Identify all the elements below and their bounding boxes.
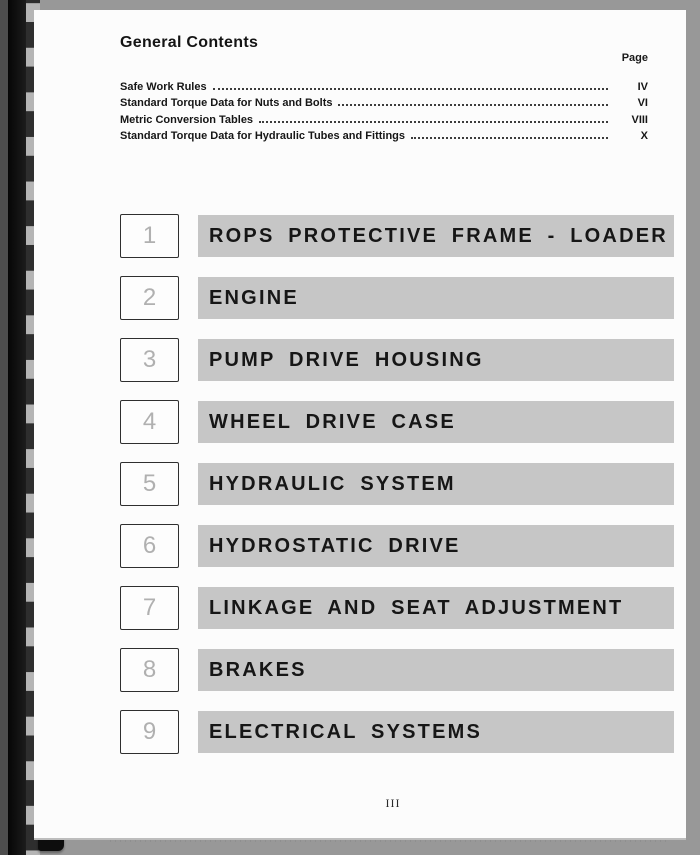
section-number-box: [120, 524, 179, 568]
page-column-label: Page: [621, 52, 648, 64]
section-row: [120, 585, 674, 631]
binding-spine: [8, 0, 26, 855]
front-matter-entry: [120, 76, 648, 93]
section-title: LINKAGE AND SEAT ADJUSTMENT: [209, 596, 624, 619]
section-title-bar: [198, 711, 674, 753]
section-number-box: [120, 462, 179, 506]
dot-leader: [338, 104, 608, 106]
section-number: 1: [142, 222, 157, 249]
section-row: [120, 275, 674, 321]
section-number: 6: [142, 532, 157, 559]
entry-label: Standard Torque Data for Nuts and Bolts: [120, 97, 333, 109]
section-title: ENGINE: [209, 286, 299, 309]
section-title-bar: [198, 401, 674, 443]
section-number-box: [120, 586, 179, 630]
section-row: [120, 461, 674, 507]
section-title-bar: [198, 215, 674, 257]
section-title-bar: [198, 649, 674, 691]
front-matter-entry: [120, 93, 648, 110]
section-list: [120, 213, 674, 771]
section-number-box: [120, 276, 179, 320]
section-number-box: [120, 648, 179, 692]
section-row: [120, 647, 674, 693]
entry-page-number: VIII: [631, 113, 648, 126]
section-title: ELECTRICAL SYSTEMS: [209, 720, 483, 743]
section-number: 9: [142, 718, 157, 745]
section-title: ROPS PROTECTIVE FRAME - LOADER: [209, 224, 668, 247]
entry-label: Metric Conversion Tables: [120, 113, 254, 126]
section-row: [120, 213, 674, 259]
entry-label: Safe Work Rules: [120, 80, 207, 93]
section-number-box: [120, 710, 179, 754]
section-number-box: [120, 338, 179, 382]
section-number: 5: [142, 470, 157, 497]
entry-page-number: IV: [637, 80, 648, 93]
section-number-box: [120, 214, 179, 258]
front-matter-list: [120, 76, 648, 142]
section-title-bar: [198, 525, 674, 567]
scan-backdrop-left: [0, 0, 8, 855]
section-title: HYDROSTATIC DRIVE: [209, 534, 461, 557]
section-number: 4: [142, 408, 157, 435]
paper-page: [34, 10, 686, 838]
section-title: BRAKES: [209, 658, 307, 681]
section-number: 2: [142, 284, 157, 311]
section-row: [120, 523, 674, 569]
folio-page-number: III: [385, 796, 401, 810]
section-number: 3: [142, 346, 157, 373]
entry-page-number: VI: [637, 97, 648, 109]
section-row: [120, 709, 674, 755]
section-title: WHEEL DRIVE CASE: [209, 410, 456, 433]
section-title-bar: [198, 277, 674, 319]
section-title: HYDRAULIC SYSTEM: [209, 472, 456, 495]
section-title-bar: [198, 587, 674, 629]
page-stack-edge: [110, 840, 670, 842]
section-number: 8: [142, 656, 157, 683]
section-title-bar: [198, 463, 674, 505]
section-number: 7: [142, 594, 157, 621]
section-row: [120, 337, 674, 383]
section-row: [120, 399, 674, 445]
dot-leader: [411, 137, 608, 139]
section-title: PUMP DRIVE HOUSING: [209, 348, 484, 371]
front-matter-entry: [120, 109, 648, 126]
entry-page-number: X: [640, 130, 648, 142]
section-title-bar: [198, 339, 674, 381]
front-matter-entry: [120, 126, 648, 143]
dot-leader: [213, 88, 608, 90]
section-number-box: [120, 400, 179, 444]
entry-label: Standard Torque Data for Hydraulic Tubes and Fittings: [120, 130, 406, 142]
page-title: General Contents: [120, 34, 259, 51]
dot-leader: [259, 121, 608, 123]
